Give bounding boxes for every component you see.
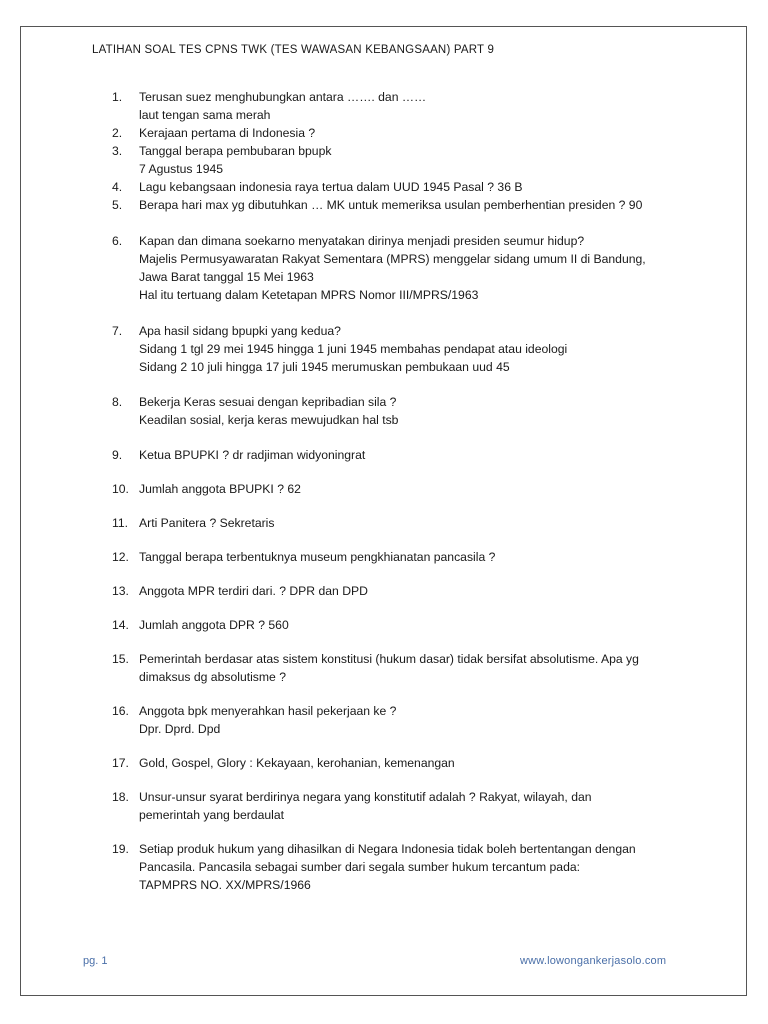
answer-text: Hal itu tertuang dalam Ketetapan MPRS Nomor III/MPRS/1963 <box>139 288 479 302</box>
question-item <box>112 548 682 566</box>
answer-text: 7 Agustus 1945 <box>139 162 224 176</box>
question-list <box>112 88 682 894</box>
answer-text: Sidang 1 tgl 29 mei 1945 hingga 1 juni 1945 membahas pendapat atau ideologi <box>139 342 568 356</box>
question-item <box>112 840 682 894</box>
answer-text: Jawa Barat tanggal 15 Mei 1963 <box>139 270 314 284</box>
question-text: Anggota bpk menyerahkan hasil pekerjaan ke ? <box>139 704 397 718</box>
question-text: Bekerja Keras sesuai dengan kepribadian sila ? <box>139 395 397 409</box>
answer-text: Dpr. Dprd. Dpd <box>139 722 221 736</box>
question-item <box>112 124 682 142</box>
question-text: Ketua BPUPKI ? dr radjiman widyoningrat <box>139 448 366 462</box>
answer-text: Majelis Permusyawaratan Rakyat Sementara (MPRS) menggelar sidang umum II di Bandung, <box>139 252 646 266</box>
question-text: dimaksus dg absolutisme ? <box>139 670 286 684</box>
question-number: 11. <box>112 516 129 530</box>
question-number: 1. <box>112 90 123 104</box>
question-text: Kerajaan pertama di Indonesia ? <box>139 126 316 140</box>
question-text: Gold, Gospel, Glory : Kekayaan, kerohanian, kemenangan <box>139 756 455 770</box>
question-text: Kapan dan dimana soekarno menyatakan dirinya menjadi presiden seumur hidup? <box>139 234 585 248</box>
question-text: Lagu kebangsaan indonesia raya tertua dalam UUD 1945 Pasal ? 36 B <box>139 180 523 194</box>
question-text: Tanggal berapa terbentuknya museum pengkhianatan pancasila ? <box>139 550 496 564</box>
question-number: 19. <box>112 842 129 856</box>
question-number: 4. <box>112 180 123 194</box>
question-text: Berapa hari max yg dibutuhkan … MK untuk memeriksa usulan pemberhentian presiden ? 90 <box>139 198 643 212</box>
question-number: 3. <box>112 144 123 158</box>
answer-text: Keadilan sosial, kerja keras mewujudkan hal tsb <box>139 413 399 427</box>
question-number: 9. <box>112 448 123 462</box>
answer-text: Sidang 2 10 juli hingga 17 juli 1945 merumuskan pembukaan uud 45 <box>139 360 510 374</box>
question-text: Anggota MPR terdiri dari. ? DPR dan DPD <box>139 584 368 598</box>
question-number: 10. <box>112 482 129 496</box>
question-text: Terusan suez menghubungkan antara ……. dan …… <box>139 90 427 104</box>
question-item <box>112 88 682 124</box>
question-text: Arti Panitera ? Sekretaris <box>139 516 275 530</box>
website-footer: www.lowongankerjasolo.com <box>520 955 667 967</box>
question-number: 13. <box>112 584 129 598</box>
question-item <box>112 754 682 772</box>
answer-text: TAPMPRS NO. XX/MPRS/1966 <box>139 878 311 892</box>
question-item <box>112 142 682 178</box>
answer-text: laut tengan sama merah <box>139 108 271 122</box>
question-item <box>112 616 682 634</box>
question-text: Jumlah anggota DPR ? 560 <box>139 618 289 632</box>
question-number: 15. <box>112 652 129 666</box>
question-item <box>112 232 682 304</box>
question-item <box>112 650 682 686</box>
question-item <box>112 514 682 532</box>
question-number: 14. <box>112 618 129 632</box>
question-text: Pemerintah berdasar atas sistem konstitusi (hukum dasar) tidak bersifat absolutisme. Apa yg <box>139 652 639 666</box>
document-title: LATIHAN SOAL TES CPNS TWK (TES WAWASAN KEBANGSAAN) PART 9 <box>92 44 495 56</box>
question-text: Apa hasil sidang bpupki yang kedua? <box>139 324 341 338</box>
answer-text: pemerintah yang berdaulat <box>139 808 284 822</box>
question-number: 12. <box>112 550 129 564</box>
question-number: 6. <box>112 234 123 248</box>
question-item <box>112 196 682 214</box>
page-number: pg. 1 <box>83 955 108 967</box>
question-item <box>112 178 682 196</box>
question-item <box>112 322 682 376</box>
question-number: 2. <box>112 126 123 140</box>
question-number: 7. <box>112 324 123 338</box>
question-number: 17. <box>112 756 129 770</box>
question-text: Tanggal berapa pembubaran bpupk <box>139 144 332 158</box>
question-item <box>112 788 682 824</box>
question-item <box>112 480 682 498</box>
question-text: Jumlah anggota BPUPKI ? 62 <box>139 482 301 496</box>
question-item <box>112 393 682 429</box>
question-number: 18. <box>112 790 129 804</box>
question-text: Setiap produk hukum yang dihasilkan di Negara Indonesia tidak boleh bertentangan dengan <box>139 842 636 856</box>
question-item <box>112 446 682 464</box>
question-item <box>112 582 682 600</box>
question-number: 5. <box>112 198 123 212</box>
question-number: 16. <box>112 704 129 718</box>
question-text: Unsur-unsur syarat berdirinya negara yang konstitutif adalah ? Rakyat, wilayah, dan <box>139 790 592 804</box>
question-item <box>112 702 682 738</box>
question-text: Pancasila. Pancasila sebagai sumber dari segala sumber hukum tercantum pada: <box>139 860 581 874</box>
question-number: 8. <box>112 395 123 409</box>
